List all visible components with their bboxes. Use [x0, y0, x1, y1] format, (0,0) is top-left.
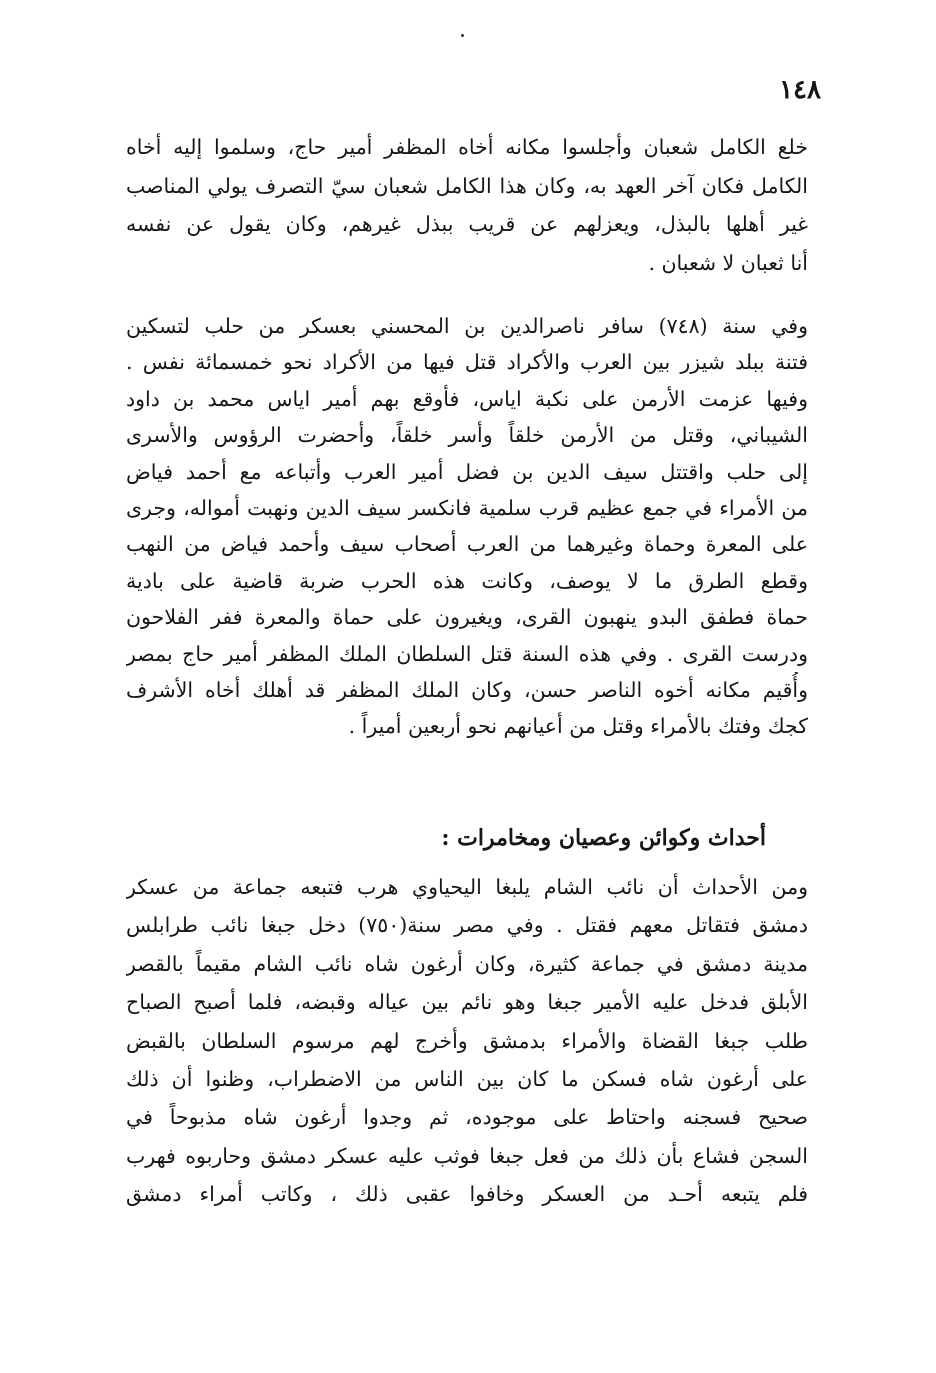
text-line: على أرغون شاه فسكن ما كان بين الناس من الاضطراب، وظنوا أن ذلك: [126, 1066, 808, 1091]
text-line: على المعرة وحماة وغيرهما من العرب أصحاب سيف وأحمد فياض من النهب: [126, 532, 808, 557]
text-line: وفي سنة (٧٤٨) سافر ناصرالدين بن المحسني بعسكر من حلب لتسكين: [126, 314, 808, 338]
text-line: خلع الكامل شعبان وأجلسوا مكانه أخاه المظفر أمير حاج، وسلموا إليه أخاه: [126, 135, 808, 159]
text-line: ودرست القرى . وفي هذه السنة قتل السلطان الملك المظفر أمير حاج بمصر: [126, 641, 808, 666]
text-line: الكامل فكان آخر العهد به، وكان هذا الكامل شعبان سيّ التصرف يولي المناصب: [126, 173, 808, 198]
text-line: كجك وفتك بالأمراء وقتل من أعيانهم نحو أربعين أميراً .: [348, 714, 808, 739]
text-line: أنا ثعبان لا شعبان .: [648, 250, 808, 275]
page-number: ١٤٨: [779, 75, 821, 105]
text-line: فتنة ببلد شيزر بين العرب والأكراد قتل فيها من الأكراد نحو خمسمائة نفس .: [126, 350, 808, 375]
text-line: الشيباني، وقتل من الأرمن خلقاً وأسر خلقاً، وأحضرت الرؤوس والأسرى: [126, 423, 808, 448]
text-line: طلب جبغا القضاة والأمراء بدمشق وأخرج لهم مرسوم السلطان بالقبض: [126, 1028, 808, 1053]
paragraph-2: [126, 308, 808, 745]
text-line: الأبلق فدخل عليه الأمير جبغا وهو نائم بين عياله وقبضه، فلما أصبح الصباح: [126, 990, 808, 1015]
text-line: السجن فشاع بأن ذلك من فعل جبغا فوثب عليه عسكر دمشق وحاربوه فهرب: [126, 1143, 808, 1168]
text-line: دمشق فتقاتل معهم فقتل . وفي مصر سنة(٧٥٠) دخل جبغا نائب طرابلس: [126, 913, 808, 938]
text-line: من الأمراء في جمع عظيم قرب سلمية فانكسر سيف الدين ونهبت أمواله، وجرى: [126, 495, 808, 520]
paragraph-3: [126, 868, 808, 1214]
section-heading: أحداث وكوائن وعصيان ومخامرات :: [441, 825, 766, 851]
text-line: مدينة دمشق في جماعة كثيرة، وكان أرغون شاه نائب الشام مقيماً بالقصر: [126, 951, 808, 976]
text-line: ومن الأحداث أن نائب الشام يلبغا اليحياوي هرب فتبعه جماعة من عسكر: [126, 875, 808, 899]
text-line: وقطع الطرق ما لا يوصف، وكانت هذه الحرب ضربة قاضية على بادية: [126, 568, 808, 593]
paragraph-1: [126, 128, 808, 282]
text-line: صحيح فسجنه واحتاط على موجوده، ثم وجدوا أرغون شاه مذبوحاً في: [126, 1105, 808, 1130]
page-speck: [461, 34, 464, 37]
text-line: حماة فطفق البدو ينهبون القرى، ويغيرون على حماة والمعرة ففر الفلاحون: [126, 605, 808, 630]
text-line: غير أهلها بالبذل، ويعزلهم عن قريب ببذل غيرهم، وكان يقول عن نفسه: [126, 212, 808, 237]
text-line: وأُقيم مكانه أخوه الناصر حسن، وكان الملك المظفر قد أهلك أخاه الأشرف: [126, 677, 808, 702]
text-line: إلى حلب واقتتل سيف الدين بن فضل أمير العرب وأتباعه مع أحمد فياض: [126, 459, 808, 484]
text-line: وفيها عزمت الأرمن على نكبة اياس، فأوقع بهم أمير اياس محمد بن داود: [126, 386, 808, 411]
text-line: فلم يتبعه أحـد من العسكر وخافوا عقبى ذلك ، وكاتب أمراء دمشق: [126, 1182, 808, 1207]
